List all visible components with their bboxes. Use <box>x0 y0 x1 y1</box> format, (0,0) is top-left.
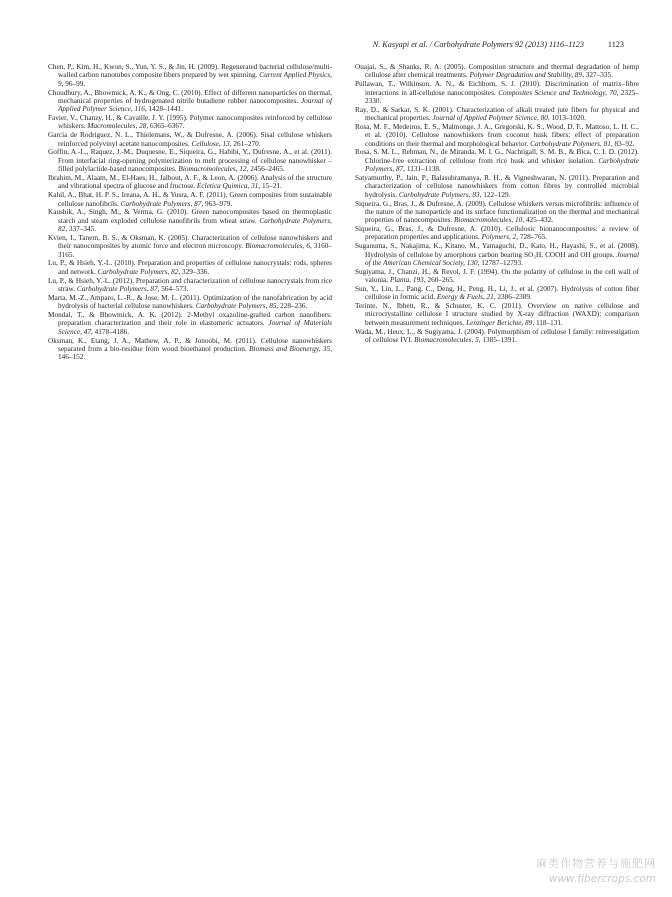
reference-journal: Biomacromolecules, 10 <box>454 216 523 225</box>
reference-entry <box>355 80 639 105</box>
reference-entry <box>355 242 639 267</box>
reference-journal: Carbohydrate Polymers, 81 <box>530 139 611 148</box>
reference-pages: , 1428–1441. <box>144 105 183 114</box>
reference-authors-title: Lu, P., & Hsieh, Y.-L. (2010). Preparation and properties of cellulose nanocrystals: rods, spheres and network. <box>48 259 332 276</box>
reference-entry <box>355 174 639 199</box>
reference-entry <box>48 294 332 311</box>
page-number: 1123 <box>607 40 624 49</box>
reference-pages: , 329–336. <box>178 267 210 276</box>
reference-authors-title: Kahil, A., Bhat, H. P. S., Ireana, A. H., & Yusra, A. F. (2011). Green composites from sustainable cellulose nanofibrils. <box>48 191 332 208</box>
reference-pages: , 337–345. <box>65 225 97 234</box>
references-left-column <box>48 63 332 362</box>
references-right-column <box>355 63 639 345</box>
reference-pages: , 15–21. <box>258 182 282 191</box>
reference-authors-title: Marta, M.-Z., Amparo, L.-R., & Jose, M. L. (2011). Optimization of the nanofabrication by acid hydrolysis of bacterial cellulose nanowhiskers. <box>48 293 332 311</box>
reference-entry <box>48 131 332 148</box>
reference-pages: , 963–979. <box>201 199 233 208</box>
reference-entry <box>48 234 332 259</box>
reference-entry <box>48 63 332 88</box>
reference-authors-title: Siqueira, G., Bras, J., & Dufresne, A. (2010). Cellulosic bionanocomposites: a review of preparation properties and applications. <box>355 225 639 242</box>
reference-pages: , 260–265. <box>423 276 455 285</box>
reference-pages: , 4178–4186. <box>91 327 130 336</box>
reference-journal: Carbohydrate Polymers, 82 <box>97 267 179 276</box>
reference-authors-title: Goffin, A.-L., Raquez, J.-M., Duquesne, E., Siqueira, G., Habibi, Y., Dufresne, A., et al. (2011). From interfacial ring-opening polymerization to melt processing of cellulose nanowhisker – filled polylactide-based nanocomposites. <box>48 148 332 174</box>
reference-authors-title: Ibrahim, M., Alaam, M., El-Haes, H., Jalbout, A. F., & Leon, A. (2006). Analysis of the structure and vibrational spectra of glucose and fructose. <box>48 173 332 191</box>
reference-journal: Biomass and Bioenergy, 35 <box>249 344 331 353</box>
reference-entry <box>355 106 639 123</box>
reference-journal: Biomacromolecules, 5 <box>414 336 479 344</box>
reference-pages: , 1385–1391. <box>478 336 517 344</box>
reference-authors-title: Choudhury, A., Bhowmick, A. K., & Ong, C. (2010). Effect of different nanoparticles on thermal, mechanical properties of hydrogenated nitrile butadiene rubber nanocomposites. <box>48 88 332 105</box>
reference-authors-title: Sugiyama, J., Chanzi, H., & Revol, J. F. (1994). On the polarity of cellulose in the cell wall of valonia. <box>355 267 639 285</box>
reference-journal: Cellulose, 13 <box>191 139 230 148</box>
reference-pages: , 228–236. <box>276 302 308 311</box>
reference-pages: , 3160–3165. <box>58 242 332 259</box>
reference-authors-title: Wada, M., Heux, L., & Sugiyama, J. (2004). Polymorphism of cellulose I family: reinvestigation of cellulose IVI. <box>355 327 639 344</box>
reference-entry <box>48 191 332 208</box>
reference-pages: , 327–335. <box>582 71 613 80</box>
reference-entry <box>355 123 639 148</box>
reference-entry <box>48 259 332 276</box>
reference-journal: Carbohydrate Polymers, 87 <box>365 156 639 174</box>
reference-entry <box>48 337 332 362</box>
reference-pages: , 425–432. <box>522 216 554 225</box>
reference-journal: Journal of the American Chemical Society, 130 <box>365 250 639 267</box>
reference-journal: Journal of Applied Polymer Science, 116 <box>58 96 332 114</box>
reference-journal: Biomacromolecules, 6 <box>245 242 310 251</box>
reference-pages: , 2456–2465. <box>246 165 285 174</box>
reference-journal: Polymers, 2 <box>481 233 517 242</box>
reference-journal: Carbohydrate Polymers, 87 <box>120 199 202 208</box>
reference-authors-title: Rosa, M. F., Medeiros, E. S., Malmonge, J. A., Gregorski, K. S., Wood, D. F., Mattoso, L. H. C., et al. (2010). Cellulose nanowhiskers from coconut husk fibers: effect of preparation conditions on their thermal and morphological behavior. <box>355 122 639 148</box>
reference-authors-title: Kvien, I., Tanem, B. S., & Oksman, K. (2005). Characterization of cellulose nanowhiskers and their nanocomposites by atomic force and electron microscopy. <box>48 233 332 251</box>
reference-entry <box>48 311 332 336</box>
reference-authors-title: Chen, P., Kim, H., Kwon, S., Yun, Y. S., & Jin, H. (2009). Regenerated bacterial cellulose/multi-walled carbon nanotubes composite fibers prepared by wet spinning. <box>48 63 332 80</box>
reference-entry <box>48 208 332 233</box>
reference-authors-title: Terinte, N., Ibbett, R., & Schuster, K. C. (2011). Overview on native cellulose and microcrystalline cellulose I structure studied by X-ray diffraction (WAXD): comparison between measurement techniques. <box>355 302 639 327</box>
reference-entry <box>355 302 639 327</box>
reference-authors-title: Mondal, T., & Bhowmick, A. K. (2012). 2-Methyl oxazoline-grafted carbon nanofibers: preparation characterization and their role in elastomeric actuators. <box>48 310 332 328</box>
reference-pages: , 261–270. <box>229 139 261 148</box>
reference-entry <box>355 328 639 345</box>
reference-pages: , 96–99. <box>61 79 86 88</box>
watermark <box>516 855 656 885</box>
reference-pages: , 1013–1020. <box>547 114 586 123</box>
reference-pages: , 122–129. <box>479 190 511 199</box>
reference-entry <box>48 114 332 131</box>
reference-journal: Macromolecules, 28 <box>87 122 147 131</box>
reference-authors-title: Sun, Y., Lin, L., Pang, C., Deng, H., Peng, H., Li, J., et al. (2007). Hydrolysis of cotton fiber cellulose in formic acid. <box>355 284 639 302</box>
reference-journal: Polymer Degradation and Stability, 89 <box>469 71 583 80</box>
reference-pages: , 564–573. <box>157 284 189 293</box>
reference-journal: Carbohydrate Polymers, 82 <box>58 216 332 234</box>
reference-entry <box>48 277 332 294</box>
watermark-chinese-text: 麻类作物营养与施肥网 <box>536 857 656 870</box>
reference-pages: , 6365–6367. <box>146 122 185 131</box>
reference-authors-title: Lu, P., & Hsieh, Y.-L. (2012). Preparation and characterization of cellulose nanocrystals from rice straw. <box>48 276 332 293</box>
reference-pages: , 146–152. <box>58 344 332 362</box>
reference-entry <box>355 148 639 173</box>
reference-journal: Lenzinger Berichte, 89 <box>466 318 533 327</box>
reference-journal: Energy & Fuels, 21 <box>436 293 494 302</box>
watermark-url: www.fibercrops.com <box>548 873 656 885</box>
reference-pages: , 2325–2330. <box>365 88 640 105</box>
reference-authors-title: Oksman, K., Etang, J. A., Mathew, A. P., & Jonoobi, M. (2011). Cellulose nanowhiskers separated from a bio-residue from wood bioethanol production. <box>48 336 332 353</box>
reference-authors-title: Kaushik, A., Singh, M., & Verma, G. (2010). Green nanocomposites based on thermoplastic starch and steam exploded cellulose nanofibrils from wheat straw. <box>48 208 332 225</box>
reference-pages: , 728–765. <box>516 233 548 242</box>
reference-journal: Biomacromolecules, 12 <box>178 165 247 174</box>
reference-journal: Current Applied Physics, 9 <box>58 71 332 88</box>
reference-authors-title: Ray, D., & Sarkar, S. K. (2001). Characterization of alkali treated jute fibers for physical and mechanical properties. <box>355 105 639 123</box>
reference-pages: , 12787–12793. <box>477 258 523 267</box>
reference-authors-title: Garcia de Rodriguez, N. L., Thielemans, W., & Dufresne, A. (2006). Sisal cellulose whiskers reinforced polyvinyl acetate nanocomposites. <box>48 131 332 148</box>
reference-entry <box>355 200 639 225</box>
reference-entry <box>355 225 639 242</box>
reference-pages: , 2386–2389. <box>493 293 532 302</box>
reference-authors-title: Ouajai, S., & Shanks, R. A. (2005). Composition structure and thermal degradation of hemp cellulose after chemical treatments. <box>355 63 639 80</box>
reference-journal: Ecletica Quimica, 31 <box>196 182 259 191</box>
reference-journal: Journal of Applied Polymer Science, 80 <box>432 114 548 123</box>
reference-entry <box>48 148 332 173</box>
reference-entry <box>355 285 639 302</box>
reference-authors-title: Siqueira, G., Bras, J., & Dufresne, A. (2009). Cellulose whiskers versus microfibrils: influence of the nature of the nanoparticle and its surface functionalization on the thermal and mechanical properties of nanocomposites. <box>355 199 639 225</box>
journal-citation-line: N. Kasyapi et al. / Carbohydrate Polymers 92 (2013) 1116–1123 <box>372 40 584 49</box>
reference-journal: Composites Science and Technology, 70 <box>498 88 617 97</box>
reference-entry <box>355 63 639 80</box>
reference-pages: , 83–92. <box>610 139 635 148</box>
running-header <box>48 40 624 52</box>
reference-journal: Carbohydrate Polymers, 87 <box>76 284 158 293</box>
reference-authors-title: Rosa, S. M. L., Rehman, N., de Miranda, M. I. G., Nachtigall, S. M. B., & Bica, C. I. D. (2012). Chlorine-free extraction of cellulose from rice husk and whisker isolation. <box>355 148 639 165</box>
reference-authors-title: Suganuma, S., Nakajima, K., Kitano, M., Yamaguchi, D., Kato, H., Hayashi, S., et al. (2008). Hydrolysis of cellulose by amorphous carbon bearing SO₃H, COOH and OH groups. <box>355 242 639 259</box>
reference-authors-title: Pullawan, T., Wilkinson, A. N., & Eichhorn, S. J. (2010). Discrimination of matrix–fibre interactions in all-cellulose nanocomposites. <box>355 80 639 97</box>
reference-authors-title: Favier, V., Chanzy, H., & Cavaille, J. Y. (1995). Polymer nanocomposites reinforced by cellulose whiskers. <box>48 114 332 131</box>
reference-entry <box>48 89 332 114</box>
reference-journal: Carbohydrate Polymers, 83 <box>398 190 480 199</box>
reference-entry <box>48 174 332 191</box>
reference-journal: Journal of Materials Science, 47 <box>58 319 332 336</box>
reference-pages: , 1131–1138. <box>403 165 441 174</box>
reference-authors-title: Satyamurthy, P., Jain, P., Balasubramanya, R. H., & Vigneshwaran, N. (2011). Preparation and characterization of cellulose nanowhiskers from cotton fibres by controlled microbial hydrolysis. <box>355 173 639 199</box>
reference-entry <box>355 268 639 285</box>
reference-journal: Carbohydrate Polymers, 85 <box>195 302 277 311</box>
reference-journal: Planta, 193 <box>389 276 424 285</box>
reference-pages: , 118–131. <box>532 318 563 327</box>
